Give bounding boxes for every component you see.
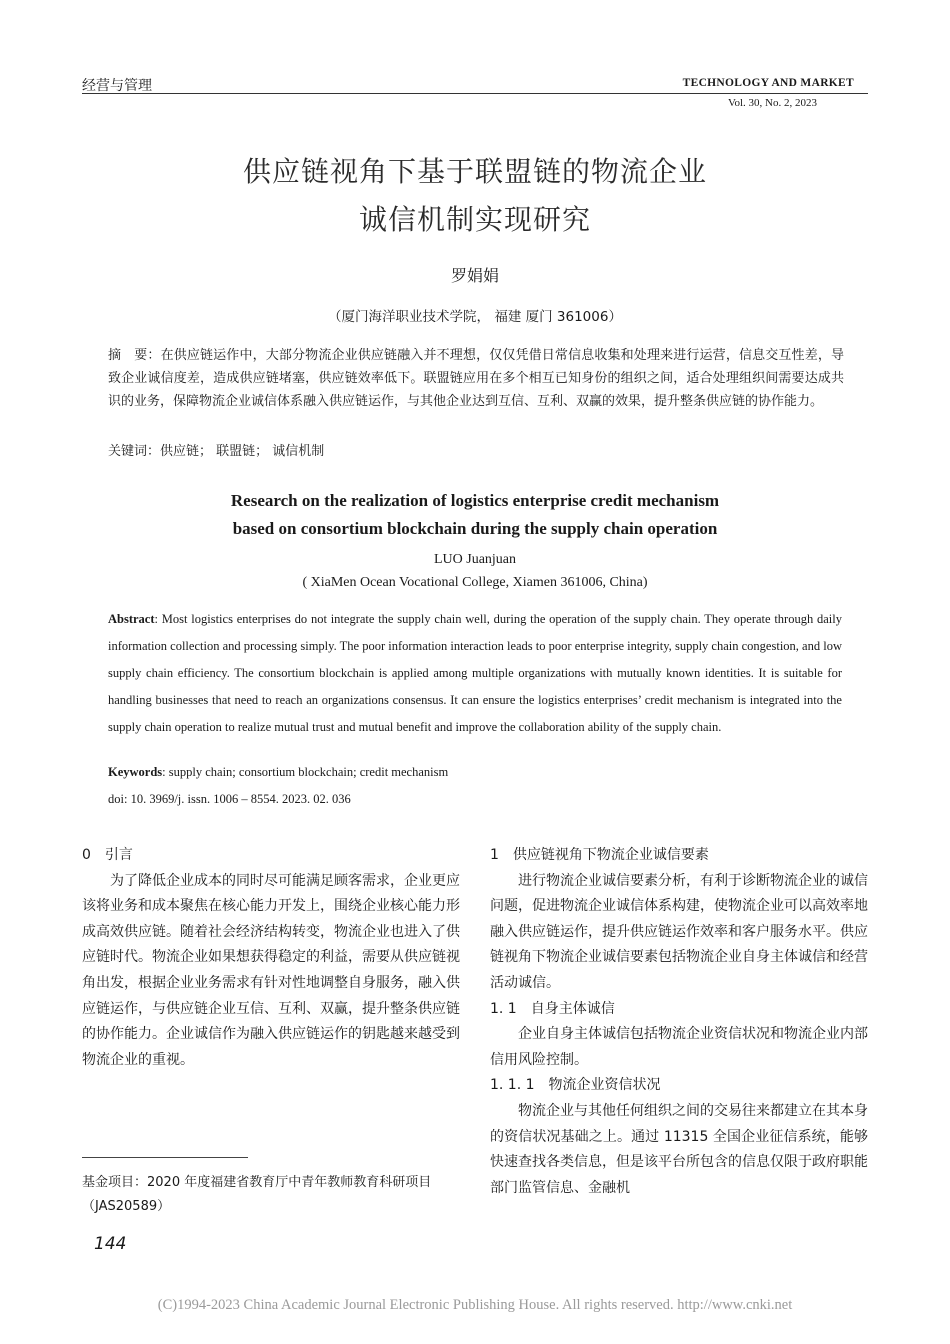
section-heading-1-1: 1. 1 自身主体诚信	[490, 1000, 615, 1017]
footnote-divider	[82, 1157, 248, 1158]
funding-footnote: 基金项目：2020 年度福建省教育厅中青年教师教育科研项目（JAS20589）	[82, 1175, 432, 1214]
abstract-english-text: : Most logistics enterprises do not integrate the supply chain well, during the operation of the supply chain. They operate through daily information collection and processing simply. The poor information interaction leads to poor enterprise integrity, supply chain congestion, and low supply chain efficiency. The consortium blockchain is applied among multiple organizations with mutually known identities. It is suitable for handling businesses that need to reach an organizations consensus. It can ensure the logistics enterprises’ credit mechanism is integrated into the supply chain operation to realize mutual trust and mutual benefit and improve the collaboration ability of the supply chain.	[108, 612, 842, 734]
keywords-label: Keywords	[108, 765, 163, 779]
section-heading-1-1-1: 1. 1. 1 物流企业资信状况	[490, 1077, 661, 1094]
page-number: 144	[94, 1234, 127, 1254]
keywords-english	[108, 765, 448, 780]
doi: doi: 10. 3969/j. issn. 1006 – 8554. 2023. 02. 036	[108, 792, 351, 806]
header-divider	[82, 93, 868, 94]
section-1-paragraph: 进行物流企业诚信要素分析，有利于诊断物流企业的诚信问题，促进物流企业诚信体系构建，使物流企业可以高效率地融入供应链运作，提升供应链运作效率和客户服务水平。供应链视角下物流企业诚信要素包括物流企业自身主体诚信和经营活动诚信。	[490, 872, 868, 991]
left-column	[82, 843, 460, 1073]
author-name: 罗娟娟	[450, 266, 499, 285]
copyright-notice: (C)1994-2023 China Academic Journal Electronic Publishing House. All rights reserved. http://www.cnki.net	[157, 1297, 793, 1313]
section-heading-intro: 0 引言	[82, 847, 133, 863]
english-title-line2: based on consortium blockchain during the supply chain operation	[232, 519, 718, 538]
paper-title-line2: 诚信机制实现研究	[358, 203, 591, 236]
section-heading-1: 1 供应链视角下物流企业诚信要素	[490, 847, 709, 863]
volume-info: Vol. 30, No. 2, 2023	[727, 97, 817, 109]
journal-name: TECHNOLOGY AND MARKET	[682, 77, 854, 89]
affiliation-english: ( XiaMen Ocean Vocational College, Xiamen 361006, China)	[302, 575, 648, 590]
section-label: 经营与管理	[82, 78, 152, 94]
abstract-chinese: 摘 要：在供应链运作中，大部分物流企业供应链融入并不理想，仅仅凭借日常信息收集和处理来进行运营，信息交互性差，导致企业诚信度差，造成供应链堵塞，供应链效率低下。联盟链应用在多个相互已知身份的组织之间，适合处理组织间需要达成共识的业务，保障物流企业诚信体系融入供应链运作，与其他企业达到互信、互利、双赢的效果，提升整条供应链的协作能力。	[108, 348, 844, 409]
right-column	[490, 843, 868, 1201]
author-name-english: LUO Juanjuan	[433, 552, 517, 567]
abstract-english	[108, 606, 842, 741]
english-title-line1: Research on the realization of logistics enterprise credit mechanism	[230, 491, 720, 510]
paper-title-line1: 供应链视角下基于联盟链的物流企业	[242, 155, 707, 188]
intro-paragraph: 为了降低企业成本的同时尽可能满足顾客需求，企业更应该将业务和成本聚焦在核心能力开发上，围绕企业核心能力形成高效供应链。随着社会经济结构转变，物流企业也进入了供应链时代。物流企业如果想获得稳定的利益，需要从供应链视角出发，根据企业业务需求有针对性地调整自身服务，融入供应链运作，与供应链企业互信、互利、双赢，提升整条供应链的协作能力。企业诚信作为融入供应链运作的钥匙越来越受到物流企业的重视。	[82, 872, 460, 1068]
keywords-english-text: : supply chain; consortium blockchain; credit mechanism	[162, 765, 449, 779]
section-1-1-1-paragraph: 物流企业与其他任何组织之间的交易往来都建立在其本身的资信状况基础之上。通过 11315 全国企业征信系统，能够快速查找各类信息，但是该平台所包含的信息仅限于政府职能部门监管信息、金融机	[490, 1102, 868, 1196]
section-1-1-paragraph: 企业自身主体诚信包括物流企业资信状况和物流企业内部信用风险控制。	[490, 1026, 868, 1068]
keywords-chinese: 关键词：供应链； 联盟链； 诚信机制	[108, 444, 325, 459]
abstract-label: Abstract	[108, 612, 155, 626]
affiliation: （厦门海洋职业技术学院， 福建 厦门 361006）	[328, 309, 622, 325]
